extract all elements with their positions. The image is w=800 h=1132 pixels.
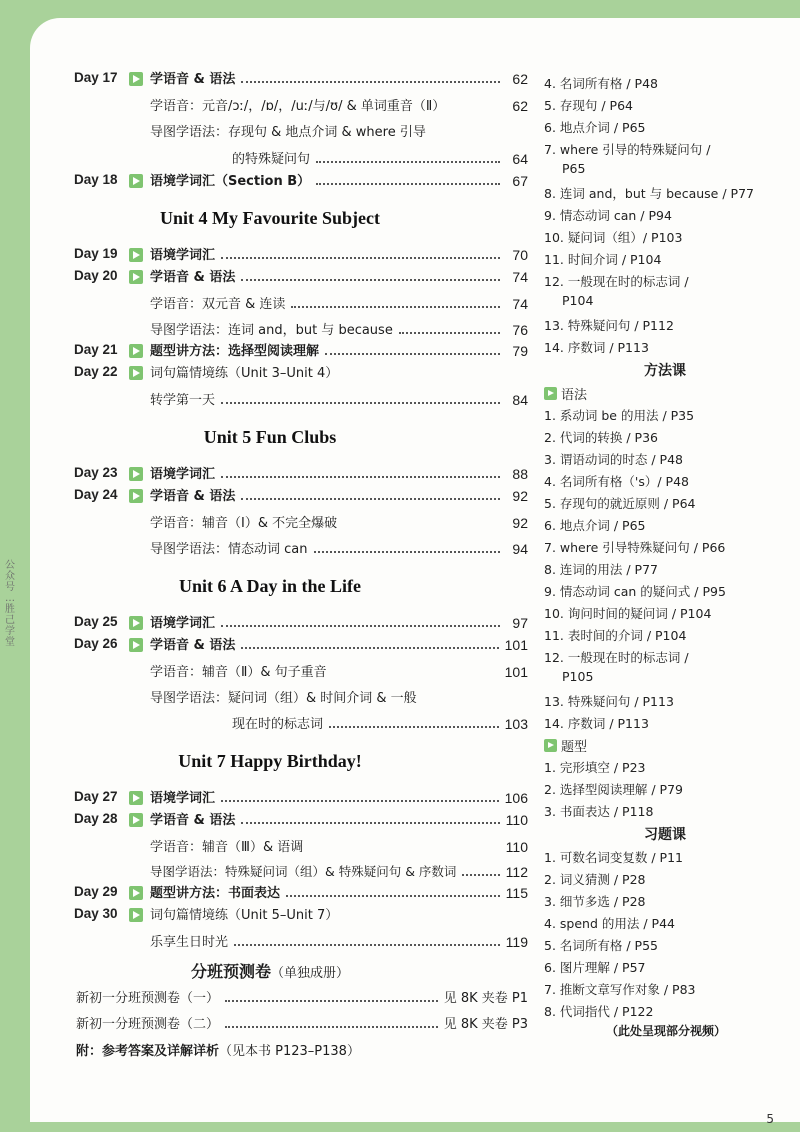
video-icon[interactable]: [129, 467, 143, 481]
video-icon[interactable]: [129, 616, 143, 630]
toc-entry[interactable]: 题型讲方法：书面表达 115: [150, 885, 528, 901]
video-icon[interactable]: [129, 248, 143, 262]
list-item[interactable]: 5. 存现句 / P64: [544, 98, 634, 113]
toc-entry[interactable]: 学语音 & 语法 62: [150, 71, 528, 87]
toc-subentry[interactable]: 导图学语法：情态动词 can 94: [150, 541, 528, 557]
list-item[interactable]: 6. 图片理解 / P57: [544, 960, 646, 975]
day-label: Day 25: [74, 614, 118, 629]
list-item[interactable]: 6. 地点介词 / P65: [544, 518, 646, 533]
toc-subentry[interactable]: 学语音：元音/ɔː/，/ɒ/，/uː/与/ʊ/ & 单词重音（Ⅱ） 62: [150, 98, 528, 114]
unit-heading: Unit 6 A Day in the Life: [178, 576, 361, 596]
day-label: Day 17: [74, 70, 118, 85]
list-item[interactable]: 1. 可数名词变复数 / P11: [544, 850, 684, 865]
predict-entry[interactable]: 新初一分班预测卷（二） 见 8K 夹卷 P3: [76, 1017, 528, 1032]
video-icon[interactable]: [129, 791, 143, 805]
toc-entry[interactable]: 语境学词汇 97: [150, 615, 528, 631]
list-item[interactable]: 4. spend 的用法 / P44: [544, 916, 675, 931]
list-item[interactable]: 11. 时间介词 / P104: [544, 252, 662, 267]
list-item[interactable]: 8. 连词的用法 / P77: [544, 562, 659, 577]
side-watermark: 公 众 号 … 胜 己 学 堂: [5, 560, 15, 648]
list-item[interactable]: 7. where 引导特殊疑问句 / P66: [544, 540, 726, 555]
toc-entry[interactable]: 语境学词汇（Section B） 67: [150, 173, 528, 189]
grammar-section-label: 语法: [544, 384, 587, 403]
type-section-label: 题型: [544, 736, 587, 755]
list-item[interactable]: 12. 一般现在时的标志词 /: [544, 274, 689, 289]
toc-entry[interactable]: 学语音 & 语法 101: [150, 637, 528, 653]
video-icon[interactable]: [129, 366, 143, 380]
list-item[interactable]: 2. 词义猜测 / P28: [544, 872, 646, 887]
video-icon[interactable]: [129, 72, 143, 86]
toc-entry[interactable]: 题型讲方法：选择型阅读理解 79: [150, 343, 528, 359]
list-item[interactable]: 11. 表时间的介词 / P104: [544, 628, 687, 643]
video-note: （此处呈现部分视频）: [605, 1024, 726, 1038]
day-label: Day 20: [74, 268, 118, 283]
day-label: Day 27: [74, 789, 118, 804]
list-item[interactable]: 7. where 引导的特殊疑问句 /: [544, 142, 711, 157]
list-item[interactable]: 5. 存现句的就近原则 / P64: [544, 496, 696, 511]
toc-entry[interactable]: 学语音 & 语法 74: [150, 269, 528, 285]
predict-heading: 分班预测卷（单独成册）: [190, 962, 350, 981]
day-label: Day 28: [74, 811, 118, 826]
toc-entry[interactable]: 学语音 & 语法 92: [150, 488, 528, 504]
list-item[interactable]: 3. 书面表达 / P118: [544, 804, 654, 819]
list-item[interactable]: 10. 询问时间的疑问词 / P104: [544, 606, 712, 621]
toc-entry[interactable]: 词句篇情境练（Unit 3–Unit 4）: [150, 366, 339, 381]
list-item[interactable]: 3. 细节多选 / P28: [544, 894, 646, 909]
day-label: Day 24: [74, 487, 118, 502]
toc-entry[interactable]: 语境学词汇 70: [150, 247, 528, 263]
answers-reference: 附：参考答案及详解详析（见本书 P123–P138）: [76, 1044, 360, 1059]
page-number: 5: [766, 1112, 774, 1126]
unit-heading: Unit 7 Happy Birthday!: [178, 751, 362, 771]
list-item[interactable]: 12. 一般现在时的标志词 /: [544, 650, 689, 665]
day-label: Day 30: [74, 906, 118, 921]
list-item[interactable]: 3. 谓语动词的时态 / P48: [544, 452, 684, 467]
day-label: Day 26: [74, 636, 118, 651]
toc-entry[interactable]: 词句篇情境练（Unit 5–Unit 7）: [150, 908, 339, 923]
toc-entry[interactable]: 语境学词汇 106: [150, 790, 528, 806]
video-icon: [544, 387, 557, 400]
toc-subentry[interactable]: 导图学语法：疑问词（组）& 时间介词 & 一般: [150, 691, 417, 706]
toc-subentry[interactable]: 导图学语法：特殊疑问词（组）& 特殊疑问句 & 序数词 112: [150, 864, 528, 880]
day-label: Day 21: [74, 342, 118, 357]
toc-subentry-cont[interactable]: 的特殊疑问句 64: [232, 151, 528, 167]
toc-subentry[interactable]: 乐享生日时光 119: [150, 934, 528, 950]
day-label: Day 18: [74, 172, 118, 187]
list-item[interactable]: 7. 推断文章写作对象 / P83: [544, 982, 696, 997]
video-icon[interactable]: [129, 174, 143, 188]
list-item[interactable]: 8. 连词 and，but 与 because / P77: [544, 186, 754, 201]
list-item-cont[interactable]: P65: [562, 161, 586, 176]
list-item[interactable]: 5. 名词所有格 / P55: [544, 938, 659, 953]
toc-subentry-cont[interactable]: 现在时的标志词 103: [232, 716, 528, 732]
toc-subentry[interactable]: 导图学语法：存现句 & 地点介词 & where 引导: [150, 125, 426, 140]
video-icon[interactable]: [129, 886, 143, 900]
unit-heading: Unit 5 Fun Clubs: [203, 427, 337, 447]
list-item[interactable]: 13. 特殊疑问句 / P113: [544, 694, 674, 709]
video-icon[interactable]: [129, 489, 143, 503]
exercise-heading: 习题课: [644, 827, 686, 843]
list-item[interactable]: 10. 疑问词（组）/ P103: [544, 230, 683, 245]
list-item[interactable]: 14. 序数词 / P113: [544, 716, 649, 731]
list-item-cont[interactable]: P105: [562, 669, 594, 684]
list-item[interactable]: 9. 情态动词 can 的疑问式 / P95: [544, 584, 726, 599]
list-item[interactable]: 4. 名词所有格 / P48: [544, 76, 659, 91]
list-item[interactable]: 1. 完形填空 / P23: [544, 760, 646, 775]
video-icon: [544, 739, 557, 752]
toc-subentry[interactable]: 学语音：辅音（Ⅰ）& 不完全爆破 92: [150, 515, 528, 531]
list-item[interactable]: 6. 地点介词 / P65: [544, 120, 646, 135]
toc-subentry[interactable]: 学语音：辅音（Ⅱ）& 句子重音 101: [150, 664, 528, 680]
list-item[interactable]: 8. 代词指代 / P122: [544, 1004, 654, 1019]
list-item[interactable]: 9. 情态动词 can / P94: [544, 208, 672, 223]
day-label: Day 19: [74, 246, 118, 261]
list-item[interactable]: 1. 系动词 be 的用法 / P35: [544, 408, 695, 423]
method-heading: 方法课: [644, 363, 686, 379]
video-icon[interactable]: [129, 908, 143, 922]
video-icon[interactable]: [129, 344, 143, 358]
list-item[interactable]: 2. 选择型阅读理解 / P79: [544, 782, 684, 797]
list-item[interactable]: 14. 序数词 / P113: [544, 340, 649, 355]
toc-subentry[interactable]: 导图学语法：连词 and，but 与 because 76: [150, 322, 528, 338]
video-icon[interactable]: [129, 638, 143, 652]
toc-entry[interactable]: 学语音 & 语法 110: [150, 812, 528, 828]
toc-subentry[interactable]: 学语音：双元音 & 连读 74: [150, 296, 528, 312]
toc-entry[interactable]: 语境学词汇 88: [150, 466, 528, 482]
day-label: Day 22: [74, 364, 118, 379]
day-label: Day 29: [74, 884, 118, 899]
video-icon[interactable]: [129, 813, 143, 827]
list-item-cont[interactable]: P104: [562, 293, 594, 308]
list-item[interactable]: 13. 特殊疑问句 / P112: [544, 318, 674, 333]
list-item[interactable]: 4. 名词所有格（'s）/ P48: [544, 474, 689, 489]
list-item[interactable]: 2. 代词的转换 / P36: [544, 430, 659, 445]
predict-entry[interactable]: 新初一分班预测卷（一） 见 8K 夹卷 P1: [76, 991, 528, 1006]
day-label: Day 23: [74, 465, 118, 480]
toc-subentry[interactable]: 转学第一天 84: [150, 392, 528, 408]
toc-subentry[interactable]: 学语音：辅音（Ⅲ）& 语调 110: [150, 839, 528, 855]
video-icon[interactable]: [129, 270, 143, 284]
unit-heading: Unit 4 My Favourite Subject: [160, 208, 380, 228]
